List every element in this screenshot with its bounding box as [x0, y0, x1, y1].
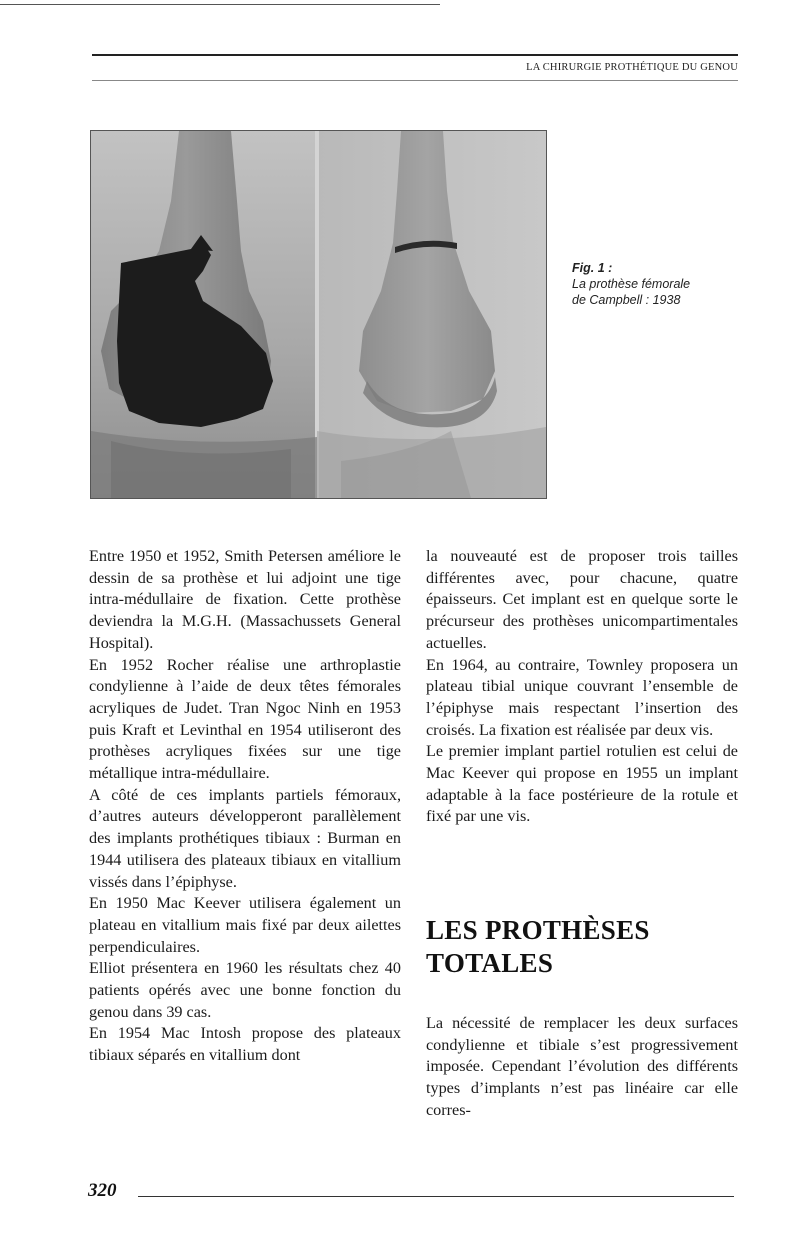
paragraph: En 1952 Rocher réalise une arthroplastie condylienne à l’aide de deux têtes fémorales acryliques de Judet. Tran Ngoc Ninh en 1953 puis Kraft et Levinthal en 1954 utiliseront des prothèses acryliques fixées sur une tige métallique intra-médullaire.	[89, 655, 401, 783]
xray-figure	[90, 130, 547, 499]
header-rule	[92, 54, 738, 56]
section-body	[426, 1013, 738, 1122]
section-heading	[426, 914, 746, 980]
paragraph: En 1954 Mac Intosh propose des plateaux tibiaux séparés en vitallium dont	[89, 1024, 401, 1065]
paragraph: La nécessité de remplacer les deux surfaces condylienne et tibiale s’est progressivement imposée. Cependant l’évolution des différents types d’implants n’est pas linéaire car elle corres-	[426, 1014, 738, 1119]
section-heading-line-2: TOTALES	[426, 948, 554, 978]
xray-image	[91, 131, 546, 498]
paragraph: Le premier implant partiel rotulien est celui de Mac Keever qui propose en 1955 un implant adaptable à la face postérieure de la rotule et fixé par une vis.	[426, 742, 738, 826]
paragraph: Entre 1950 et 1952, Smith Petersen améliore le dessin de sa prothèse et lui adjoint une tige intra-médullaire de fixation. Cette prothèse deviendra la M.G.H. (Massachussets General Hospital).	[89, 547, 401, 652]
right-column	[426, 546, 738, 828]
page-number: 320	[88, 1180, 117, 1201]
paragraph: la nouveauté est de proposer trois tailles différentes avec, pour chacune, quatre épaisseurs. Cet implant est en quelque sorte le précurseur des prothèses unicompartimentales actuelles.	[426, 547, 738, 652]
caption-line-2: de Campbell : 1938	[572, 293, 681, 307]
paragraph: Elliot présentera en 1960 les résultats chez 40 patients opérés avec une bonne fonction du genou dans 39 cas.	[89, 959, 401, 1021]
paragraph: A côté de ces implants partiels fémoraux, d’autres auteurs développeront parallèlement des implants prothétiques tibiaux : Burman en 1944 utilisera des plateaux tibiaux en vitallium vissés dans l’épiphyse.	[89, 785, 401, 891]
header-rule-thin	[92, 80, 738, 81]
paragraph: En 1950 Mac Keever utilisera également un plateau en vitallium mais fixé par deux ailettes perpendiculaires.	[89, 894, 401, 956]
figure-label: Fig. 1 :	[572, 261, 613, 275]
figure-caption	[572, 260, 742, 308]
section-heading-line-1: LES PROTHÈSES	[426, 915, 650, 945]
left-column	[89, 546, 401, 1067]
top-edge-line	[0, 4, 440, 5]
caption-line-1: La prothèse fémorale	[572, 277, 691, 291]
paragraph: En 1964, au contraire, Townley proposera un plateau tibial unique couvrant l’ensemble de l’épiphyse mais respectant l’insertion des croisés. La fixation est réalisée par deux vis.	[426, 655, 738, 739]
footer-rule	[138, 1196, 734, 1197]
running-head: LA CHIRURGIE PROTHÉTIQUE DU GENOU	[526, 62, 738, 73]
